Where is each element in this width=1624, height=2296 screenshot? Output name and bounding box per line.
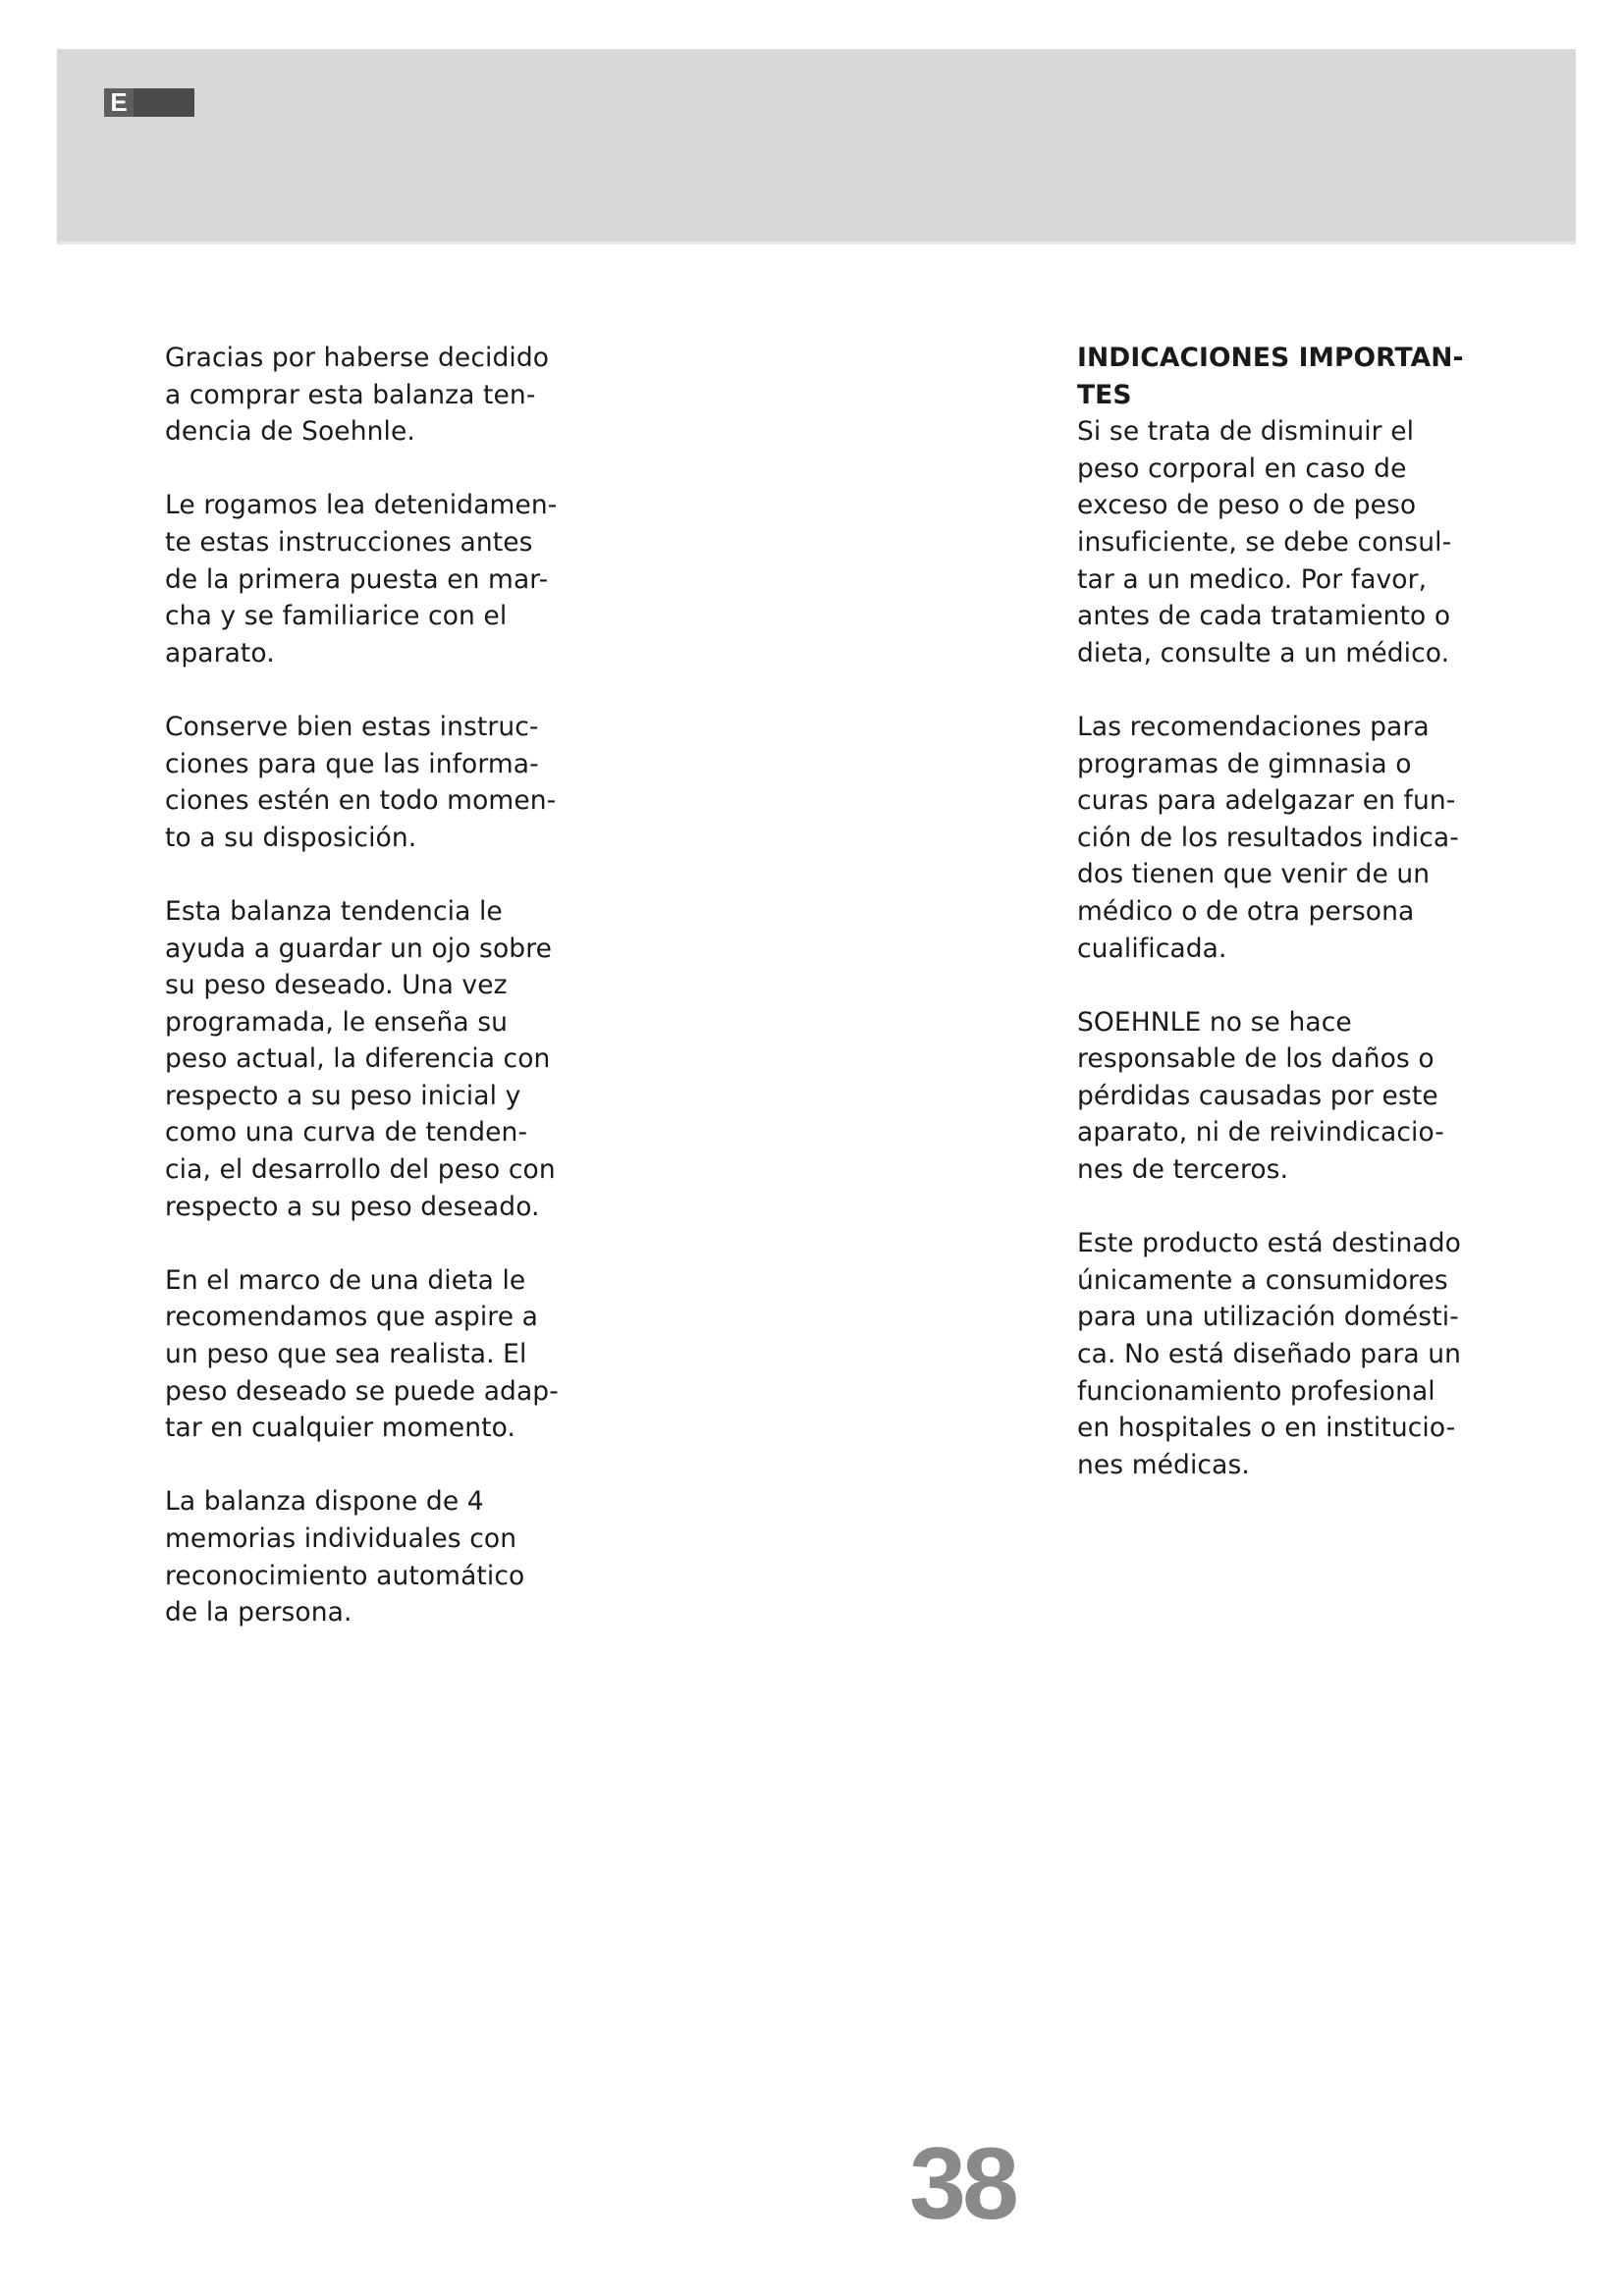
paragraph: Le rogamos lea detenidamen- te estas instrucciones antes de la primera puesta en mar- cha y se familiarice con el aparato. — [165, 490, 558, 668]
language-tab — [104, 88, 194, 117]
paragraph: SOEHNLE no se hace responsable de los daños o pérdidas causadas por este aparato, ni de reivindicacio- nes de terceros. — [1077, 1006, 1444, 1186]
paragraph: Gracias por haberse decidido a comprar esta balanza ten- dencia de Soehnle. — [165, 343, 550, 448]
paragraph: Las recomendaciones para programas de gimnasia o curas para adelgazar en fun- ción de los resultados indica- dos tienen que venir de un médico o de otra persona cualificada. — [1077, 711, 1459, 964]
paragraph: Este producto está destinado únicamente a consumidores para una utilización domésti- ca. No está diseñado para un funcionamiento profesional en hospitales o en institucio- nes médicas. — [1077, 1228, 1462, 1480]
header-band — [57, 49, 1576, 244]
paragraph: En el marco de una dieta le recomendamos que aspire a un peso que sea realista. El peso deseado se puede adap- tar en cualquier momento. — [165, 1264, 559, 1444]
paragraph: Conserve bien estas instruc- ciones para que las informa- ciones estén en todo momen- to a su disposición. — [165, 711, 557, 853]
language-code: E — [104, 88, 134, 117]
right-column — [1077, 340, 1509, 1521]
paragraph: La balanza dispone de 4 memorias individuales con reconocimiento automático de la persona. — [165, 1486, 525, 1629]
section-heading: INDICACIONES IMPORTAN- TES — [1077, 343, 1464, 410]
paragraph: Esta balanza tendencia le ayuda a guardar un ojo sobre su peso deseado. Una vez programada, le enseña su peso actual, la diferencia con respecto a su peso inicial y como una curva de tenden- cia, el desarrollo del peso con respecto a su peso deseado. — [165, 895, 556, 1222]
paragraph: Si se trata de disminuir el peso corporal en caso de exceso de peso o de peso insuficiente, se debe consul- tar a un medico. Por favor, antes de cada tratamiento o dieta, consulte a un médico. — [1077, 416, 1452, 668]
page-number: 38 — [909, 2127, 1015, 2241]
left-column — [165, 340, 577, 1668]
